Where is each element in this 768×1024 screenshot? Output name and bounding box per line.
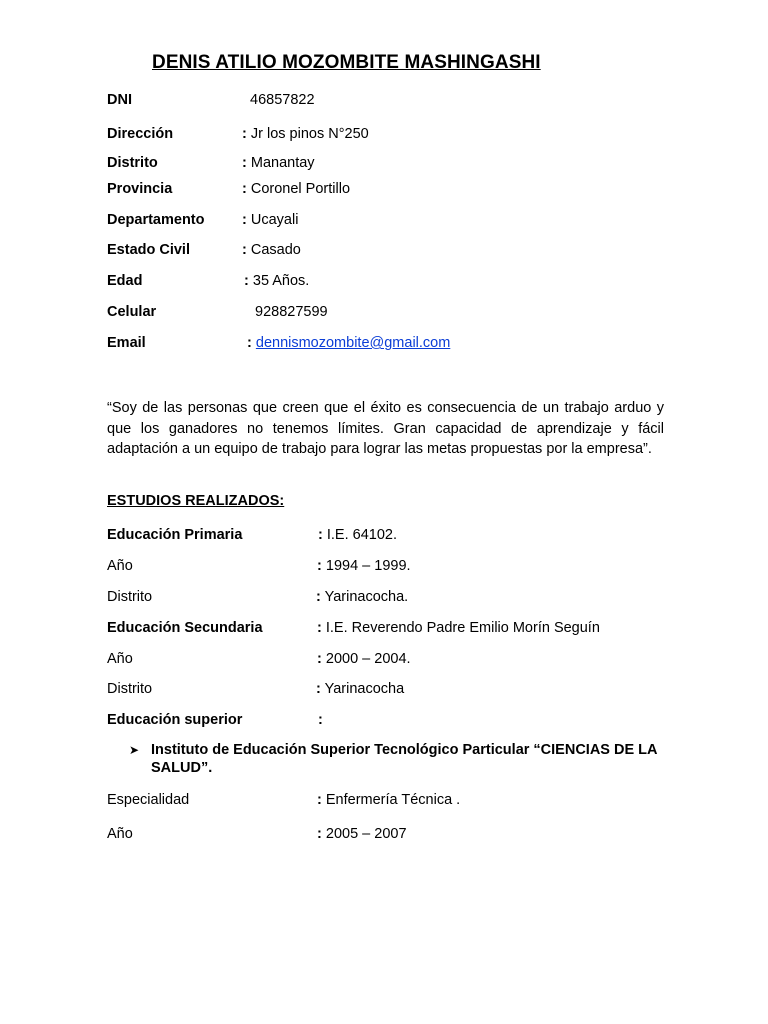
provincia-colon: :: [242, 181, 247, 197]
edad-colon: :: [244, 273, 249, 289]
dni-label: DNI: [107, 92, 132, 108]
cv-name-heading: DENIS ATILIO MOZOMBITE MASHINGASHI: [152, 52, 541, 73]
provincia-label: Provincia: [107, 181, 173, 197]
especialidad-label: Especialidad: [107, 792, 190, 808]
especialidad-value: Enfermería Técnica .: [325, 792, 461, 808]
email-colon: :: [247, 335, 252, 351]
departamento-colon: :: [242, 212, 247, 228]
arrow-bullet-icon: ➤: [129, 743, 140, 757]
secundaria-label: Educación Secundaria: [107, 620, 263, 636]
primaria-distrito-colon: :: [316, 589, 321, 605]
primaria-colon: :: [318, 527, 323, 543]
primaria-anio-colon: :: [317, 558, 322, 574]
provincia-value: Coronel Portillo: [250, 181, 351, 197]
distrito-colon: :: [242, 155, 247, 171]
email-link[interactable]: dennismozombite@gmail.com: [255, 335, 451, 351]
dni-value: 46857822: [250, 92, 315, 108]
primaria-label: Educación Primaria: [107, 527, 243, 543]
profile-quote: “Soy de las personas que creen que el éxito es consecuencia de un trabajo arduo y que los ganadores no tenemos límites. Gran capacidad de aprendizaje y fácil adaptación a un equipo de trabajo para lograr las metas propuestas por la empresa”.: [107, 400, 664, 457]
secundaria-value: I.E. Reverendo Padre Emilio Morín Seguín: [325, 620, 600, 636]
secundaria-anio-colon: :: [317, 651, 322, 667]
primaria-anio-value: 1994 – 1999.: [325, 558, 411, 574]
distrito-value: Manantay: [250, 155, 315, 171]
secundaria-colon: :: [317, 620, 322, 636]
departamento-value: Ucayali: [250, 212, 299, 228]
estado-civil-value: Casado: [250, 242, 301, 258]
edad-label: Edad: [107, 273, 143, 289]
estado-civil-colon: :: [242, 242, 247, 258]
secundaria-anio-label: Año: [107, 651, 133, 667]
superior-anio-colon: :: [317, 826, 322, 842]
departamento-label: Departamento: [107, 212, 205, 228]
email-label: Email: [107, 335, 146, 351]
edad-value: 35 Años.: [252, 273, 310, 289]
superior-anio-label: Año: [107, 826, 133, 842]
secundaria-anio-value: 2000 – 2004.: [325, 651, 411, 667]
secundaria-distrito-value: Yarinacocha: [324, 681, 405, 697]
celular-label: Celular: [107, 304, 157, 320]
distrito-label: Distrito: [107, 155, 158, 171]
primaria-distrito-value: Yarinacocha.: [324, 589, 409, 605]
especialidad-colon: :: [317, 792, 322, 808]
estado-civil-label: Estado Civil: [107, 242, 190, 258]
celular-value: 928827599: [255, 304, 328, 320]
superior-institution: Instituto de Educación Superior Tecnológico Particular “CIENCIAS DE LA SALUD”.: [151, 742, 657, 776]
secundaria-distrito-label: Distrito: [107, 681, 153, 697]
direccion-value: Jr los pinos N°250: [250, 126, 369, 142]
direccion-colon: :: [242, 126, 247, 142]
secundaria-distrito-colon: :: [316, 681, 321, 697]
superior-anio-value: 2005 – 2007: [325, 826, 407, 842]
superior-colon: :: [318, 712, 323, 728]
superior-label: Educación superior: [107, 712, 243, 728]
direccion-label: Dirección: [107, 126, 174, 142]
primaria-value: I.E. 64102.: [326, 527, 398, 543]
primaria-anio-label: Año: [107, 558, 133, 574]
primaria-distrito-label: Distrito: [107, 589, 153, 605]
studies-heading: ESTUDIOS REALIZADOS:: [107, 493, 285, 509]
